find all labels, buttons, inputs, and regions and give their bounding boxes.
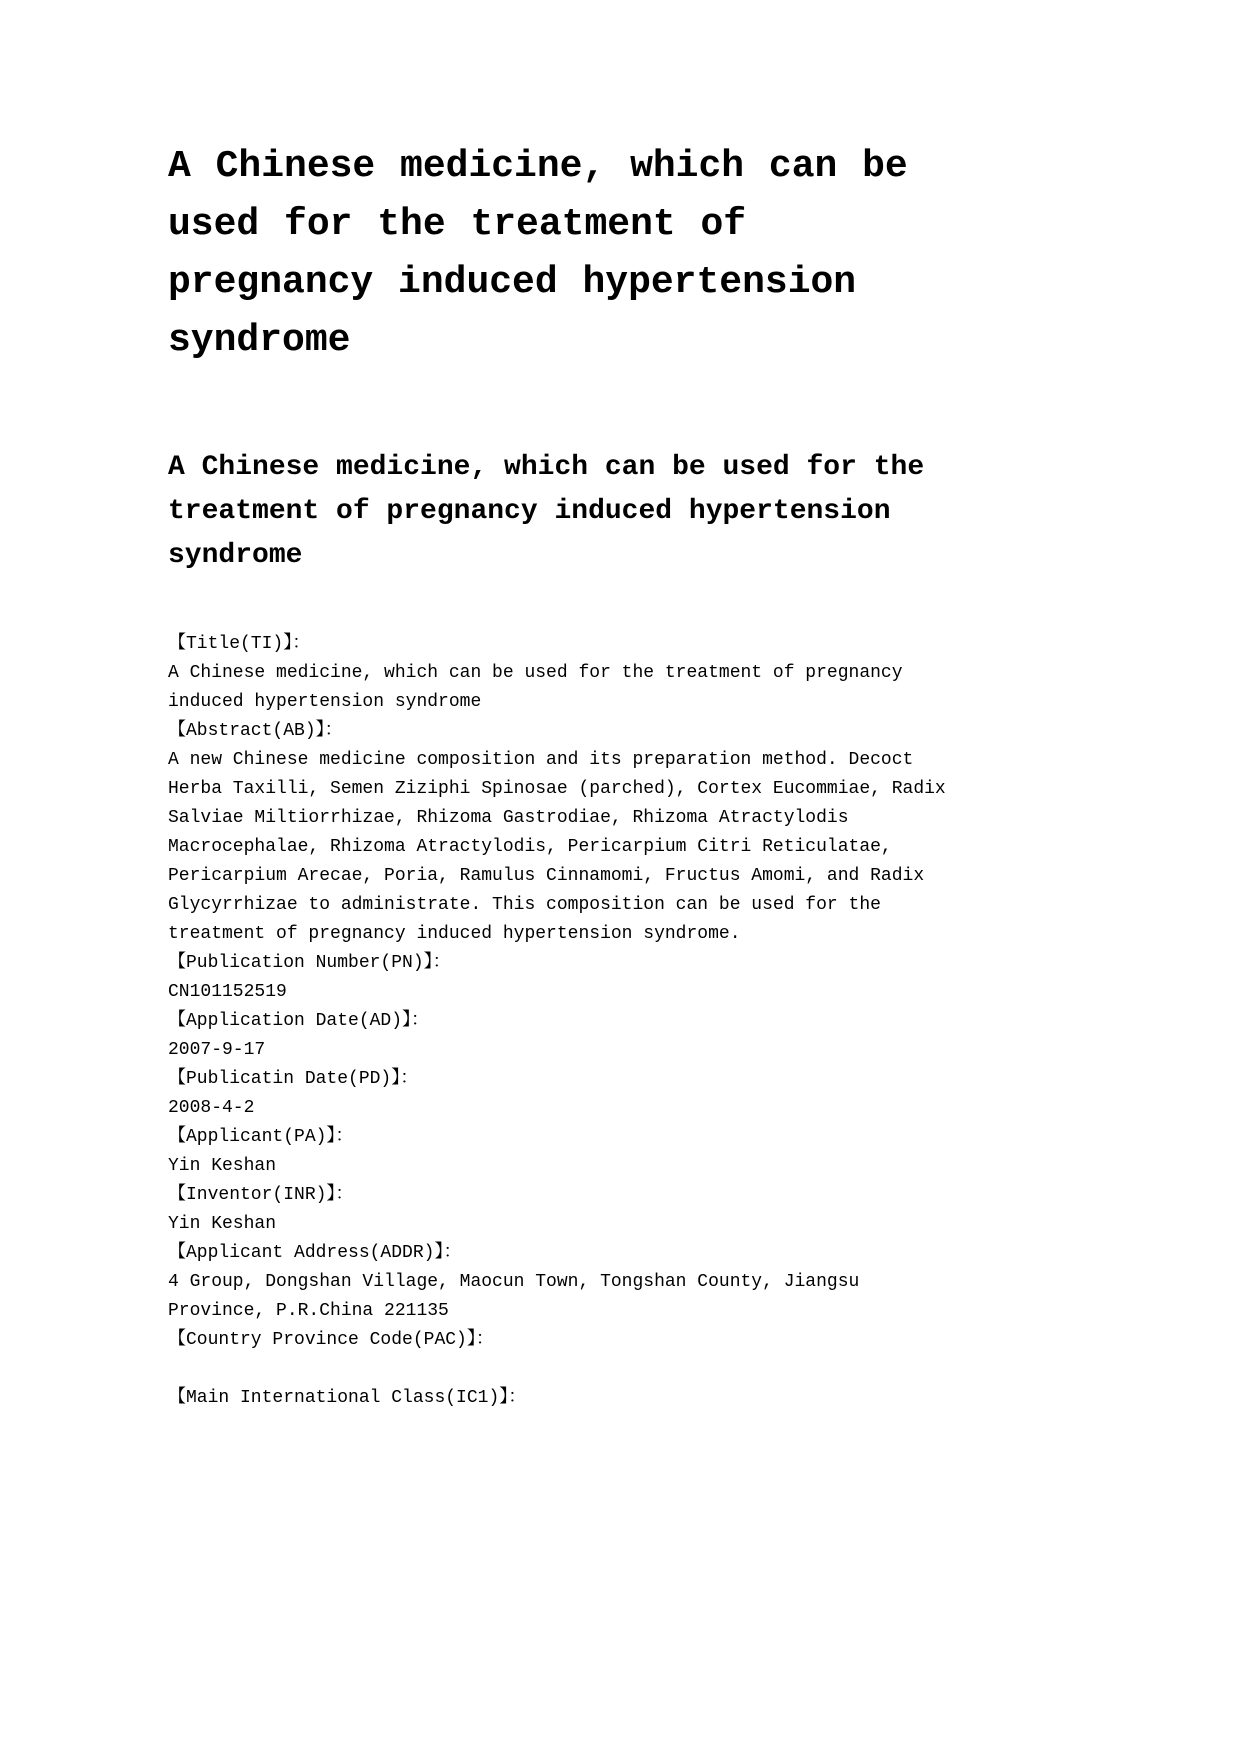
- field-row: [168, 1239, 950, 1326]
- field-label: 【Country Province Code(PAC)】：: [168, 1330, 494, 1350]
- field-row: [168, 630, 950, 717]
- field-row: [168, 717, 950, 949]
- field-label: 【Title(TI)】：: [168, 634, 311, 654]
- field-value: Yin Keshan: [168, 1214, 277, 1234]
- document-title: A Chinese medicine, which can be used for the treatment of pregnancy induced hypertension syndrome: [168, 145, 908, 362]
- field-value: 2008-4-2: [168, 1098, 255, 1118]
- field-value: [168, 1355, 950, 1384]
- field-label: 【Publicatin Date(PD)】：: [168, 1069, 419, 1089]
- field-row: [168, 1123, 950, 1181]
- field-value: CN101152519: [168, 982, 287, 1002]
- field-label: 【Applicant(PA)】：: [168, 1127, 354, 1147]
- field-value: 2007-9-17: [168, 1040, 266, 1060]
- field-list: [168, 630, 950, 1442]
- field-value: Yin Keshan: [168, 1156, 277, 1176]
- field-value: [168, 1413, 950, 1442]
- field-row: [168, 949, 950, 1007]
- field-label: 【Publication Number(PN)】：: [168, 953, 451, 973]
- field-value: 4 Group, Dongshan Village, Maocun Town, Tongshan County, Jiangsu Province, P.R.China 221135: [168, 1272, 860, 1321]
- field-label: 【Abstract(AB)】：: [168, 721, 343, 741]
- field-value: A Chinese medicine, which can be used for the treatment of pregnancy induced hypertension syndrome: [168, 663, 903, 712]
- field-row: [168, 1326, 950, 1384]
- document-subtitle: A Chinese medicine, which can be used for the treatment of pregnancy induced hypertension syndrome: [168, 452, 925, 571]
- field-row: [168, 1384, 950, 1442]
- field-label: 【Inventor(INR)】：: [168, 1185, 354, 1205]
- field-row: [168, 1007, 950, 1065]
- field-value: A new Chinese medicine composition and its preparation method. Decoct Herba Taxilli, Semen Ziziphi Spinosae (parched), Cortex Eucommiae, Radix Salviae Miltiorrhizae, Rhizoma Gastrodiae, Rhizoma Atractylodis Macrocephalae, Rhizoma Atractylodis, Pericarpium Citri Reticulatae, Pericarpium Arecae, Poria, Ramulus Cinnamomi, Fructus Amomi, and Radix Glycyrrhizae to administrate. This composition can be used for the treatment of pregnancy induced hypertension syndrome.: [168, 750, 946, 944]
- field-row: [168, 1065, 950, 1123]
- field-label: 【Applicant Address(ADDR)】：: [168, 1243, 462, 1263]
- field-row: [168, 1181, 950, 1239]
- field-label: 【Main International Class(IC1)】：: [168, 1388, 527, 1408]
- field-label: 【Application Date(AD)】：: [168, 1011, 430, 1031]
